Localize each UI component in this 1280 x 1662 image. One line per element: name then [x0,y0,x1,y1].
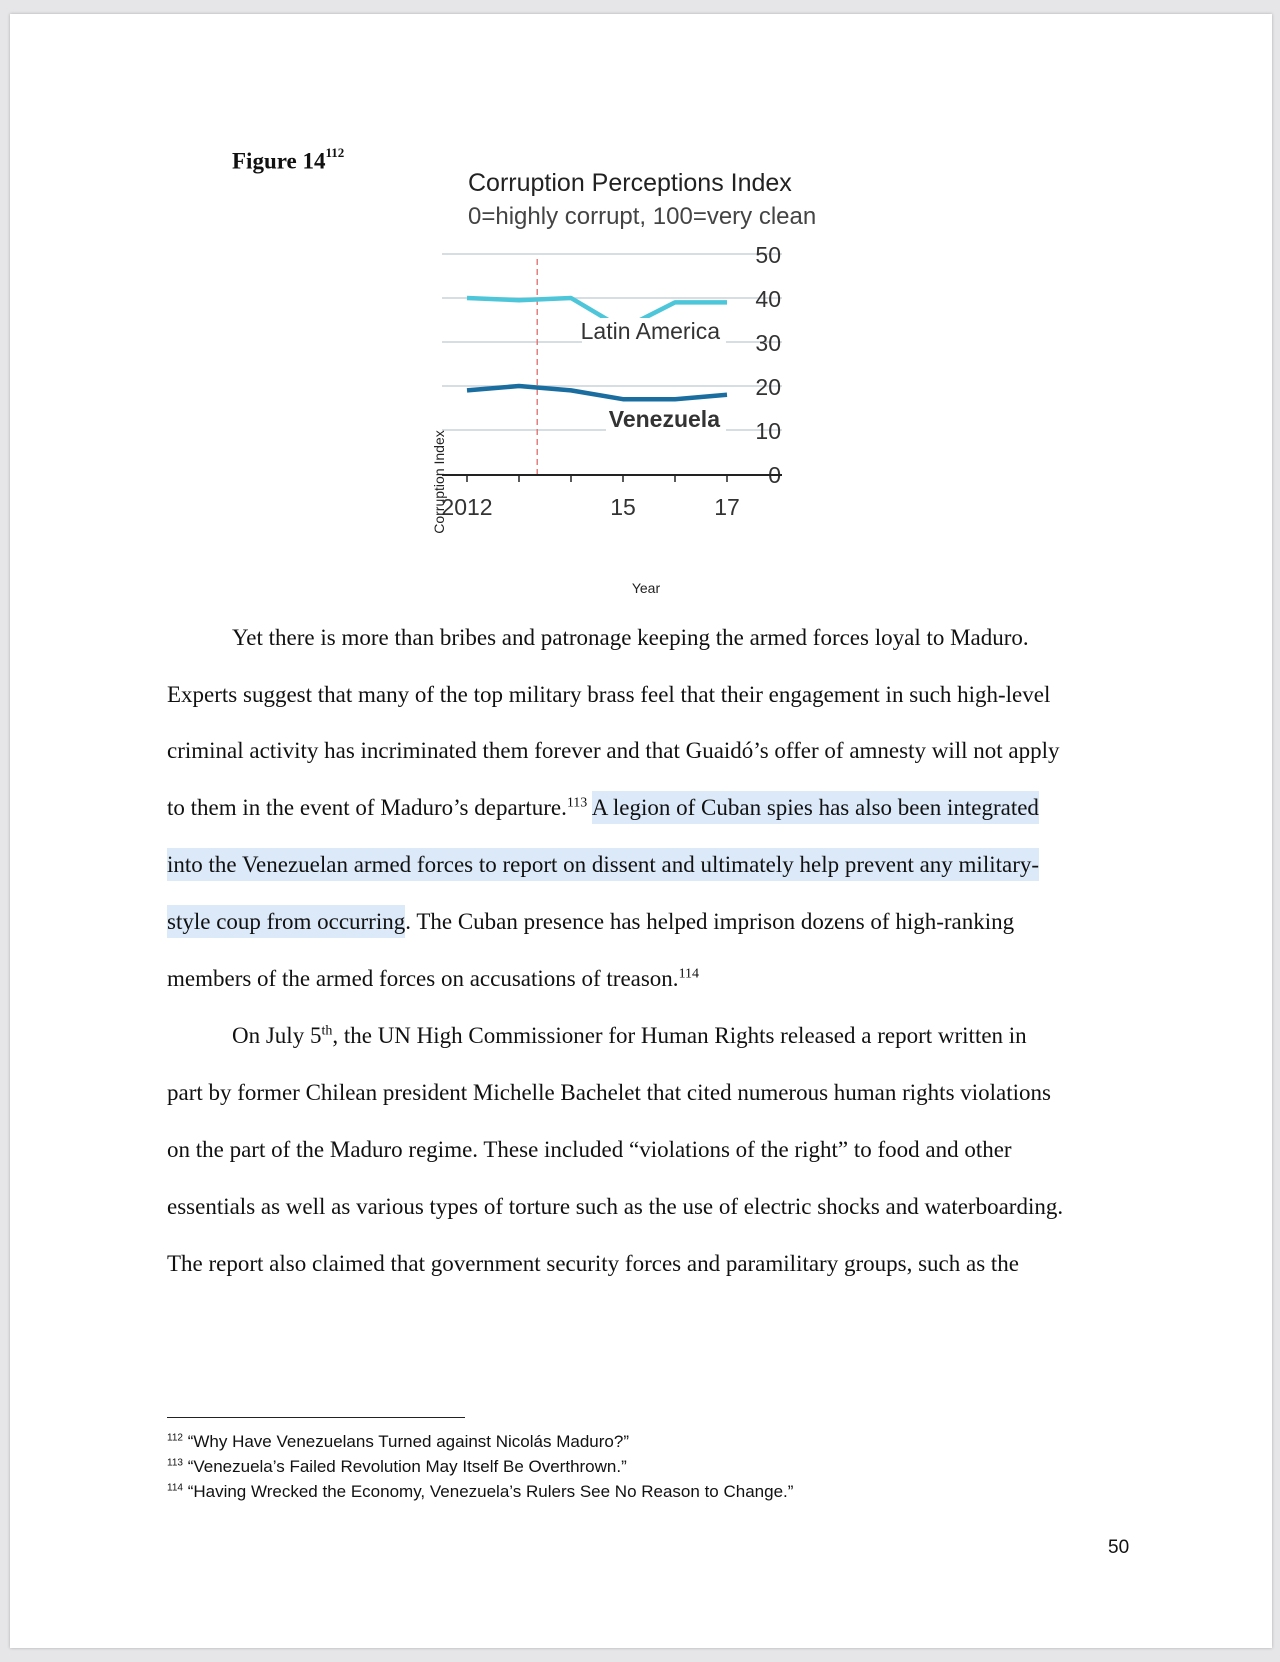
footnote-number: 113 [167,1457,183,1469]
figure-footnote-ref: 112 [325,145,345,160]
footnote [167,1482,793,1502]
body-text: On July 5 [232,1023,322,1048]
x-tick-label: 15 [610,494,636,520]
chart-x-axis-label: Year [631,580,661,596]
y-tick-label: 0 [768,462,781,488]
footnote [167,1457,627,1477]
footnote-ref-113: 113 [566,795,588,811]
chart-series-labels [581,318,726,432]
document-page [10,14,1272,1648]
y-tick-label: 20 [755,374,781,400]
body-line: Yet there is more than bribes and patronage keeping the armed forces loyal to Maduro. [232,625,1029,650]
body-text: , the UN High Commissioner for Human Rights released a report written in [332,1023,1027,1048]
page-number: 50 [1108,1537,1130,1558]
body-text: to them in the event of Maduro’s departure. [167,795,567,820]
x-tick-label: 17 [714,494,740,520]
series-label: Venezuela [608,406,720,432]
footnote-text: “Venezuela’s Failed Revolution May Itself Be Overthrown.” [187,1457,627,1476]
series-line-venezuela [467,386,727,399]
body-line: essentials as well as various types of torture such as the use of electric shocks and waterboarding. [167,1194,1064,1219]
body-line: The report also claimed that government security forces and paramilitary groups, such as the [167,1251,1019,1276]
figure-label-text: Figure 14 [232,148,326,174]
body-line: on the part of the Maduro regime. These included “violations of the right” to food and other [167,1137,1012,1162]
body-line [167,964,699,994]
body-line [167,850,1039,880]
figure-label [232,145,345,175]
chart-x-axis [441,475,782,520]
body-text: . The Cuban presence has helped imprison dozens of high-ranking [405,909,1015,934]
highlighted-text: style coup from occurring [167,905,405,938]
footnote-divider [167,1417,465,1418]
footnote-number: 114 [167,1482,183,1494]
body-line [232,1021,1027,1051]
chart-y-axis-label: Corruption Index [431,430,447,534]
y-tick-label: 10 [755,418,781,444]
footnote-text: “Why Have Venezuelans Turned against Nicolás Maduro?” [187,1432,629,1451]
footnote-ref-114: 114 [678,966,700,982]
x-tick-label: 2012 [441,494,493,520]
body-line: criminal activity has incriminated them forever and that Guaidó’s offer of amnesty will not apply [167,738,1060,763]
body-line: part by former Chilean president Michelle Bachelet that cited numerous human rights violations [167,1080,1051,1105]
body-line [167,907,1014,937]
chart-title: Corruption Perceptions Index [468,169,792,197]
highlighted-text: A legion of Cuban spies has also been integrated [592,791,1039,824]
body-text: members of the armed forces on accusations of treason. [167,966,679,991]
y-tick-label: 30 [755,330,781,356]
ordinal-suffix: th [321,1023,333,1039]
corruption-chart [410,162,830,602]
footnote [167,1432,629,1452]
y-tick-label: 40 [755,286,781,312]
body-line [167,793,1039,823]
footnote-text: “Having Wrecked the Economy, Venezuela’s Rulers See No Reason to Change.” [187,1482,794,1501]
chart-y-tick-labels [755,242,781,488]
chart-subtitle: 0=highly corrupt, 100=very clean [468,203,817,230]
body-line: Experts suggest that many of the top military brass feel that their engagement in such high-level [167,682,1051,707]
series-label: Latin America [580,318,720,344]
chart-series [467,298,727,399]
highlighted-text: into the Venezuelan armed forces to report on dissent and ultimately help prevent any military- [167,848,1039,881]
y-tick-label: 50 [755,242,781,268]
footnote-number: 112 [167,1432,183,1444]
